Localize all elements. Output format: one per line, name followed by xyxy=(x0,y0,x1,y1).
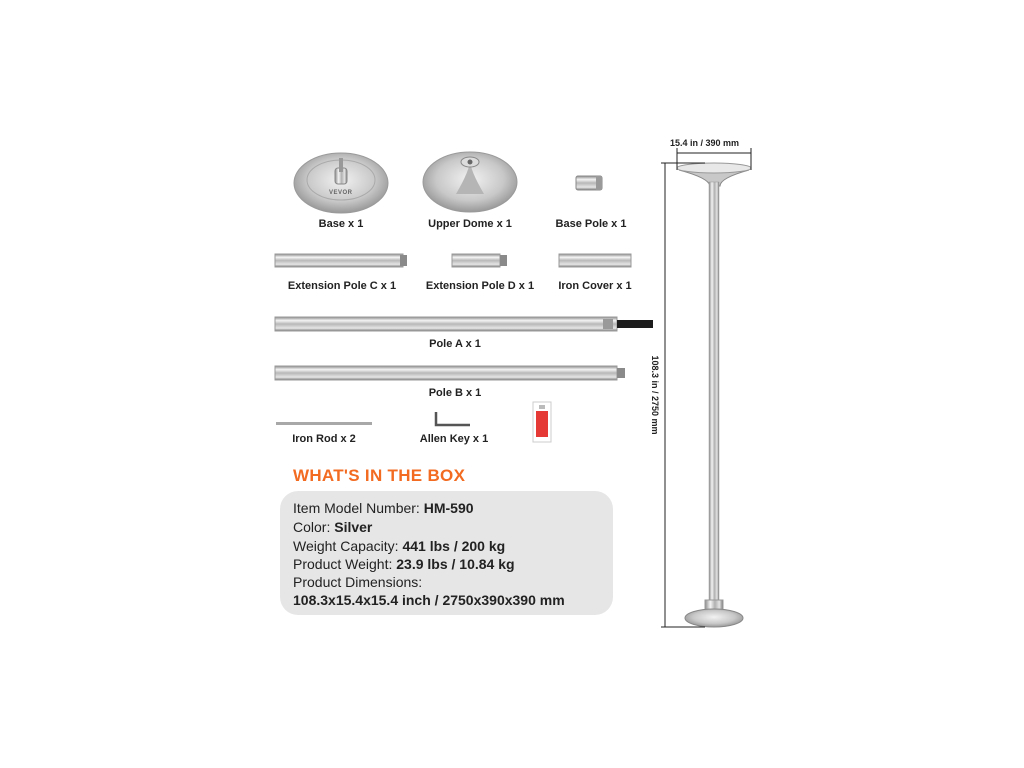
caption-extension-pole-d: Extension Pole D x 1 xyxy=(425,280,535,292)
caption-allen-key: Allen Key x 1 xyxy=(419,433,489,445)
iron-rod-part xyxy=(276,422,372,425)
base-logo: VEVOR xyxy=(329,190,353,196)
width-dimension-label: 15.4 in / 390 mm xyxy=(670,138,740,148)
caption-extension-pole-c: Extension Pole C x 1 xyxy=(287,280,397,292)
pole-a-part xyxy=(275,317,653,331)
spec-weight xyxy=(293,556,515,572)
height-dimension-label: 108.3 in / 2750 mm xyxy=(650,355,660,435)
spec-weight-label: Product Weight: xyxy=(293,556,397,572)
base-part xyxy=(294,153,388,213)
pole-b-part xyxy=(275,366,625,380)
caption-base: Base x 1 xyxy=(318,218,364,230)
caption-pole-b: Pole B x 1 xyxy=(428,387,482,399)
allen-key-part xyxy=(436,412,470,425)
caption-iron-cover: Iron Cover x 1 xyxy=(558,280,632,292)
caption-pole-a: Pole A x 1 xyxy=(429,338,481,350)
height-dimension-line xyxy=(661,163,705,627)
extension-pole-c-part xyxy=(275,254,407,267)
spec-capacity-label: Weight Capacity: xyxy=(293,538,403,554)
spec-weight-value: 23.9 lbs / 10.84 kg xyxy=(396,556,515,572)
spec-dimensions-value: 108.3x15.4x15.4 inch / 2750x390x390 mm xyxy=(293,592,565,608)
spec-model-value: HM-590 xyxy=(423,500,474,516)
iron-cover-part xyxy=(559,254,631,267)
spec-dimensions-label: Product Dimensions: xyxy=(293,574,423,590)
extension-pole-d-part xyxy=(452,254,507,267)
whats-in-the-box-heading: WHAT'S IN THE BOX xyxy=(293,466,466,485)
spec-model xyxy=(293,500,474,516)
spec-capacity-value: 441 lbs / 200 kg xyxy=(402,538,506,554)
caption-iron-rod: Iron Rod x 2 xyxy=(292,433,356,445)
spec-color-label: Color: xyxy=(293,519,335,535)
spec-color xyxy=(293,519,372,535)
screw-packet-part xyxy=(533,402,551,442)
spec-model-label: Item Model Number: xyxy=(293,500,424,516)
caption-upper-dome: Upper Dome x 1 xyxy=(428,218,512,230)
base-pole-part xyxy=(576,176,602,190)
spec-color-value: Silver xyxy=(334,519,373,535)
caption-base-pole: Base Pole x 1 xyxy=(555,218,627,230)
upper-dome-part xyxy=(423,152,517,212)
spec-capacity xyxy=(293,538,505,554)
assembled-pole xyxy=(677,163,751,627)
